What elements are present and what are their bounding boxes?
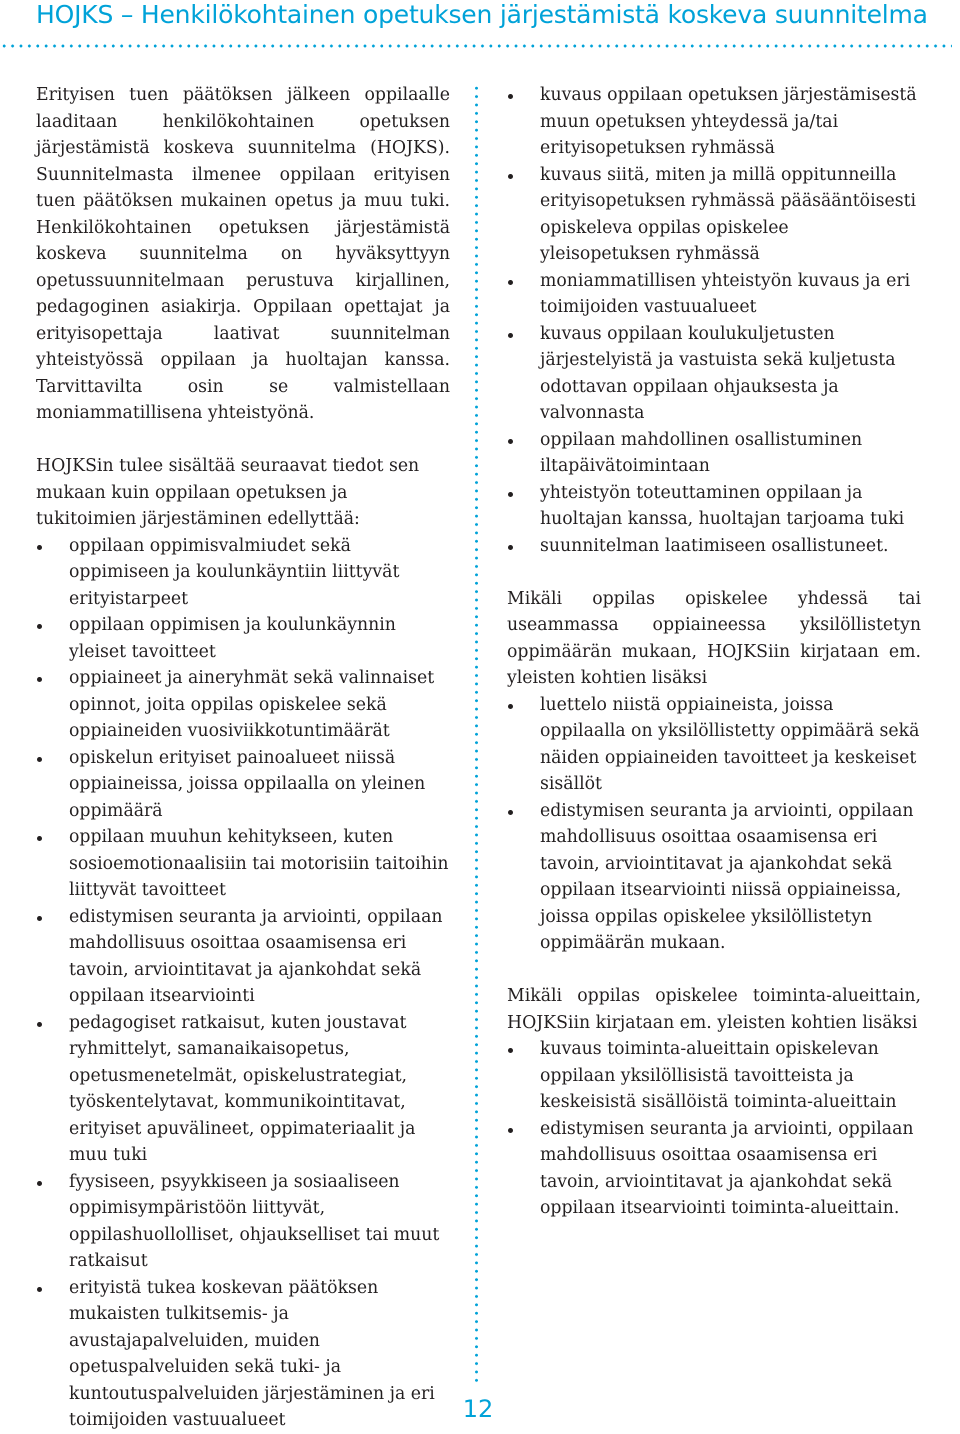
contents-intro-paragraph: HOJKSin tulee sisältää seuraavat tiedot sen mukaan kuin oppilaan opetuksen ja tukitoimien järjestäminen edellyttää: — [36, 456, 420, 529]
list-item: fyysiseen, psyykkiseen ja sosiaaliseen oppimisympäristöön liittyvät, oppilashuollolliset, ohjaukselliset tai muut ratkaisut — [36, 1169, 450, 1275]
column-dotted-divider — [474, 84, 479, 1384]
header-dotted-divider — [0, 44, 952, 48]
activity-areas-list — [507, 1036, 921, 1222]
individualized-syllabus-list — [507, 692, 921, 957]
list-item: luettelo niistä oppiaineista, joissa oppilaalla on yksilöllistetty oppimäärä sekä näiden oppiaineiden tavoitteet ja keskeiset sisällöt — [507, 692, 921, 798]
list-item: edistymisen seuranta ja arviointi, oppilaan mahdollisuus osoittaa osaamisensa eri tavoin, arviointitavat ja ajankohdat sekä oppilaan itsearviointi niissä oppiaineissa, joissa oppilas opiskelee yksilöllistetyn oppimäärän mukaan. — [507, 798, 921, 957]
list-item: kuvaus siitä, miten ja millä oppitunneilla erityisopetuksen ryhmässä pääsääntöisesti opiskeleva oppilas opiskelee yleisopetuksen ryhmässä — [507, 162, 921, 268]
list-item: oppilaan mahdollinen osallistuminen iltapäivätoimintaan — [507, 427, 921, 480]
list-item: yhteistyön toteuttaminen oppilaan ja huoltajan kanssa, huoltajan tarjoama tuki — [507, 480, 921, 533]
intro-paragraph: Erityisen tuen päätöksen jälkeen oppilaalle laaditaan henkilökohtainen opetuksen järjestämistä koskeva suunnitelma (HOJKS). Suunnitelmasta ilmenee oppilaan erityisen tuen päätöksen mukainen opetus ja muu tuki. Henkilökohtainen opetuksen järjestämistä koskeva suunnitelma on hyväksyttyyn opetussuunnitelmaan perustuva kirjallinen, pedagoginen asiakirja. Oppilaan opettajat ja erityisopettaja laativat suunnitelman yhteistyössä oppilaan ja huoltajan kanssa. Tarvittavilta osin se valmistellaan moniammatillisena yhteistyönä. — [36, 85, 450, 423]
list-item: opiskelun erityiset painoalueet niissä oppiaineissa, joissa oppilaalla on yleinen oppimäärä — [36, 745, 450, 825]
page-number: 12 — [462, 1395, 494, 1423]
list-item: kuvaus oppilaan koulukuljetusten järjestelyistä ja vastuista sekä kuljetusta odottavan oppilaan ohjauksesta ja valvonnasta — [507, 321, 921, 427]
list-item: oppilaan oppimisen ja koulunkäynnin yleiset tavoitteet — [36, 612, 450, 665]
list-item: pedagogiset ratkaisut, kuten joustavat ryhmittelyt, samanaikaisopetus, opetusmenetelmät, opiskelustrategiat, työskentelytavat, kommunikointitavat, erityiset apuvälineet, oppimateriaalit ja muu tuki — [36, 1010, 450, 1169]
list-item: kuvaus oppilaan opetuksen järjestämisestä muun opetuksen yhteydessä ja/tai erityisopetuksen ryhmässä — [507, 82, 921, 162]
contents-list — [36, 533, 450, 1434]
activity-areas-paragraph: Mikäli oppilas opiskelee toiminta-alueittain, HOJKSiin kirjataan em. yleisten kohtien lisäksi — [507, 986, 921, 1033]
list-item: suunnitelman laatimiseen osallistuneet. — [507, 533, 921, 560]
page-title: HOJKS – Henkilökohtainen opetuksen järjestämistä koskeva suunnitelma — [36, 0, 928, 29]
list-item: kuvaus toiminta-alueittain opiskelevan oppilaan yksilöllisistä tavoitteista ja keskeisistä sisällöistä toiminta-alueittain — [507, 1036, 921, 1116]
contents-list-continued — [507, 82, 921, 559]
list-item: edistymisen seuranta ja arviointi, oppilaan mahdollisuus osoittaa osaamisensa eri tavoin, arviointitavat ja ajankohdat sekä oppilaan itsearviointi toiminta-alueittain. — [507, 1116, 921, 1222]
list-item: erityistä tukea koskevan päätöksen mukaisten tulkitsemis- ja avustajapalveluiden, muiden opetuspalveluiden sekä tuki- ja kuntoutuspalveluiden järjestäminen ja eri toimijoiden vastuualueet — [36, 1275, 450, 1434]
list-item: edistymisen seuranta ja arviointi, oppilaan mahdollisuus osoittaa osaamisensa eri tavoin, arviointitavat ja ajankohdat sekä oppilaan itsearviointi — [36, 904, 450, 1010]
list-item: oppilaan muuhun kehitykseen, kuten sosioemotionaalisiin tai motorisiin taitoihin liittyvät tavoitteet — [36, 824, 450, 904]
left-column — [36, 82, 450, 1434]
list-item: oppiaineet ja aineryhmät sekä valinnaiset opinnot, joita oppilas opiskelee sekä oppiaineiden vuosiviikkotuntimäärät — [36, 665, 450, 745]
list-item: moniammatillisen yhteistyön kuvaus ja eri toimijoiden vastuualueet — [507, 268, 921, 321]
individualized-syllabus-paragraph: Mikäli oppilas opiskelee yhdessä tai useammassa oppiaineessa yksilöllistetyn oppimäärän mukaan, HOJKSiin kirjataan em. yleisten kohtien lisäksi — [507, 588, 921, 688]
list-item: oppilaan oppimisvalmiudet sekä oppimiseen ja koulunkäyntiin liittyvät erityistarpeet — [36, 533, 450, 613]
right-column — [507, 82, 921, 1222]
